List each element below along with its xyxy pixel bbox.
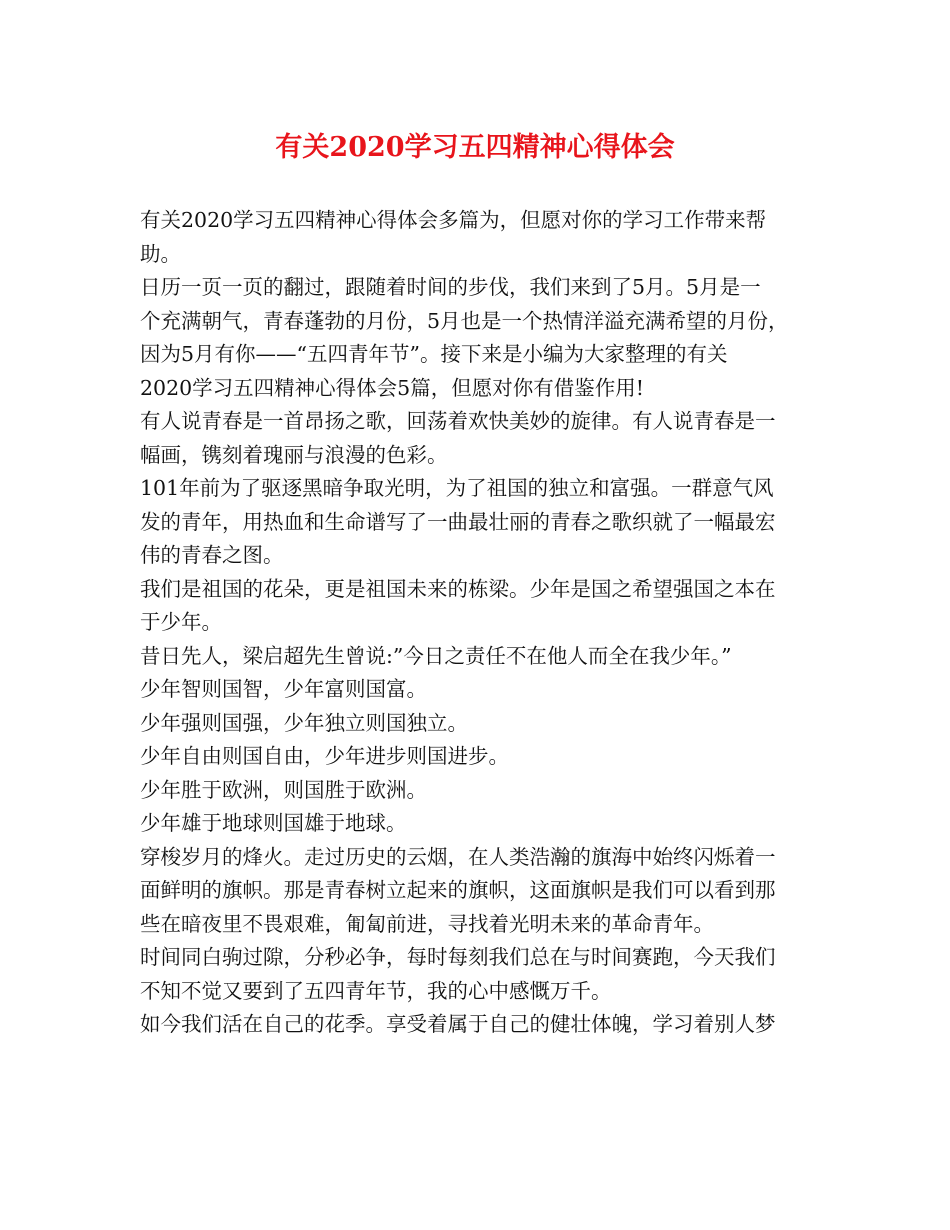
text-line: 少年智则国智，少年富则国富。 bbox=[140, 677, 427, 701]
text-line: 少年强则国强，少年独立则国独立。 bbox=[140, 710, 468, 735]
text-line: 少年胜于欧洲，则国胜于欧洲。 bbox=[140, 777, 427, 802]
text-line: 日历一页一页的翻过，跟随着时间的步伐，我们来到了5月。5月是一 bbox=[140, 275, 761, 299]
text-line: 于少年。 bbox=[140, 610, 222, 634]
text-line: 少年雄于地球则国雄于地球。 bbox=[140, 811, 407, 835]
page-title: 有关2020学习五四精神心得体会 bbox=[275, 132, 675, 163]
text-line: 少年自由则国自由，少年进步则国进步。 bbox=[140, 744, 509, 768]
text-line: 穿梭岁月的烽火。走过历史的云烟，在人类浩瀚的旗海中始终闪烁着一 bbox=[140, 844, 776, 869]
text-line: 助。 bbox=[140, 241, 181, 266]
text-line: 我们是祖国的花朵，更是祖国未来的栋梁。少年是国之希望强国之本在 bbox=[140, 576, 776, 601]
text-line: 些在暗夜里不畏艰难，匍匐前进，寻找着光明未来的革命青年。 bbox=[140, 911, 714, 936]
text-line: 昔日先人，梁启超先生曾说:”今日之责任不在他人而全在我少年。” bbox=[140, 643, 732, 668]
text-line: 幅画，镌刻着瑰丽与浪漫的色彩。 bbox=[140, 442, 448, 467]
text-line: 伟的青春之图。 bbox=[140, 543, 284, 567]
text-line: 有关2020学习五四精神心得体会多篇为，但愿对你的学习工作带来帮 bbox=[140, 208, 767, 232]
text-line: 面鲜明的旗帜。那是青春树立起来的旗帜，这面旗帜是我们可以看到那 bbox=[140, 878, 776, 902]
text-line: 101年前为了驱逐黑暗争取光明，为了祖国的独立和富强。一群意气风 bbox=[140, 476, 774, 500]
text-line: 不知不觉又要到了五四青年节，我的心中感慨万千。 bbox=[140, 978, 612, 1003]
text-line: 个充满朝气，青春蓬勃的月份，5月也是一个热情洋溢充满希望的月份， bbox=[140, 308, 789, 333]
text-line: 时间同白驹过隙，分秒必争，每时每刻我们总在与时间赛跑，今天我们 bbox=[140, 945, 776, 969]
text-line: 2020学习五四精神心得体会5篇，但愿对你有借鉴作用! bbox=[140, 375, 644, 400]
text-line: 因为5月有你——“五四青年节”。接下来是小编为大家整理的有关 bbox=[140, 342, 728, 366]
text-line: 有人说青春是一首昂扬之歌，回荡着欢快美妙的旋律。有人说青春是一 bbox=[140, 409, 776, 433]
text-line: 发的青年，用热血和生命谱写了一曲最壮丽的青春之歌织就了一幅最宏 bbox=[140, 509, 776, 534]
text-line: 如今我们活在自己的花季。享受着属于自己的健壮体魄，学习着别人梦 bbox=[140, 1012, 776, 1036]
body-text bbox=[140, 204, 830, 1042]
